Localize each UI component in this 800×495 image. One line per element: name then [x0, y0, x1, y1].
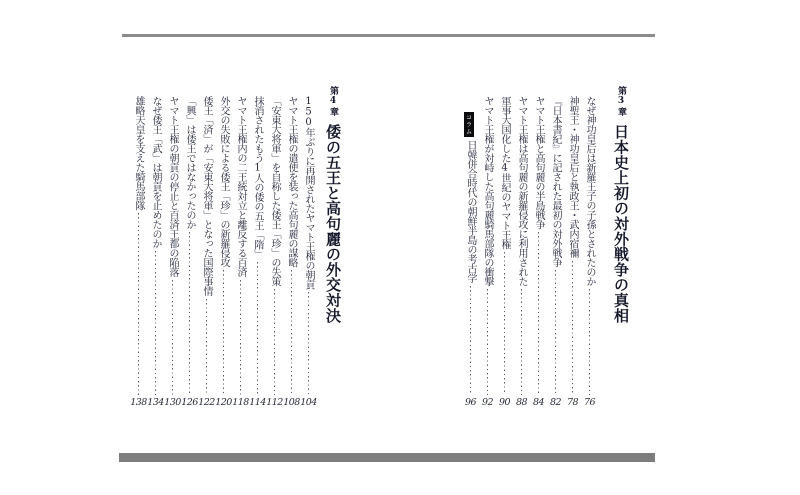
toc-entry-page: 138: [130, 397, 147, 408]
chapter4-title: 倭の五王と高句麗の外交対決: [324, 124, 342, 323]
toc-entry: [300, 96, 317, 408]
toc-entry: [479, 96, 496, 408]
toc-entry-title: 「興」は倭王ではなかったのか: [184, 96, 195, 229]
toc-entry: [581, 96, 598, 408]
toc-entry-page: 114: [249, 397, 266, 408]
toc-entry-page: 88: [515, 397, 528, 408]
toc-entry-page: 76: [583, 397, 596, 408]
dotted-leader: [572, 261, 573, 396]
toc-entry: [164, 96, 181, 408]
toc-entry: [513, 96, 530, 408]
toc-entry-page: 118: [232, 397, 249, 408]
toc-entry-page: 84: [532, 397, 545, 408]
toc-entry: [266, 96, 283, 408]
dotted-leader: [308, 292, 309, 395]
toc-entry-title: 抹消されたもう1人の倭の五王「隋」: [252, 96, 263, 259]
dotted-leader: [257, 262, 258, 396]
toc-entry-title: 「安東大将軍」を自称した倭王「珍」の失策: [269, 96, 280, 286]
dotted-leader: [138, 213, 139, 395]
dotted-leader: [555, 270, 556, 395]
dotted-leader: [274, 289, 275, 395]
toc-entry-title: 『日本書紀』に記された最初の対外戦争: [550, 96, 561, 267]
toc-entry: [496, 96, 513, 408]
chapter3-number: 第3章: [616, 86, 626, 117]
toc-entry-title: なぜ神功皇后は新羅王子の子孫とされたのか: [584, 96, 595, 286]
toc-entry-page: 112: [266, 397, 283, 408]
toc-entry: [547, 96, 564, 408]
toc-entry: [530, 96, 547, 408]
dotted-leader: [589, 289, 590, 395]
toc-entry-page: 96: [464, 397, 477, 408]
dotted-leader: [504, 252, 505, 395]
toc-entry-column: [462, 96, 479, 408]
toc-entry-page: 122: [198, 397, 215, 408]
toc-entry-page: 126: [181, 397, 198, 408]
toc-chapter3-entries: [462, 96, 598, 408]
toc-entry-title: 150年ぶりに再開されたヤマト王権の朝貢: [303, 96, 314, 289]
toc-entry-title: ヤマト王権の遣使を装った高句麗の謀略: [286, 96, 297, 267]
toc-chapter4-entries: [130, 96, 317, 408]
column-badge: コラム: [464, 114, 473, 135]
toc-entry-title: 外交の失敗による倭王「珍」の新羅侵攻: [218, 96, 229, 267]
dotted-leader: [470, 286, 471, 396]
toc-entry: [232, 96, 249, 408]
dotted-leader: [189, 232, 190, 395]
toc-entry-page: 130: [164, 397, 181, 408]
toc-entry-title: ヤマト王権と高句麗の半島戦争: [533, 96, 544, 229]
toc-entry-page: 92: [481, 397, 494, 408]
toc-entry-title: ヤマト王権の朝貢の停止と百済王都の陥落: [167, 96, 178, 277]
toc-entry-page: 134: [147, 397, 164, 408]
toc-entry: [147, 96, 164, 408]
toc-entry-page: 120: [215, 397, 232, 408]
toc-entry-title: ヤマト王権は高句麗の新羅侵攻に利用された: [516, 96, 527, 286]
dotted-leader: [538, 232, 539, 395]
page-bottom-edge: [119, 453, 655, 462]
toc-entry-page: 78: [566, 397, 579, 408]
page-top-edge: [122, 34, 655, 37]
toc-entry: [564, 96, 581, 408]
toc-entry-title: 日韓併合時代の朝鮮半島の考古学: [465, 140, 476, 283]
toc-entry: [130, 96, 147, 408]
dotted-leader: [521, 289, 522, 395]
toc-entry-title: ヤマト王権内の二王統対立と離反する百済: [235, 96, 246, 277]
toc-entry: [249, 96, 266, 408]
toc-entry-title: 雄略天皇を支えた騎馬部隊: [133, 96, 144, 210]
toc-entry-page: 104: [300, 397, 317, 408]
toc-entry: [198, 96, 215, 408]
dotted-leader: [155, 251, 156, 395]
toc-entry-title: 軍事大国化した4世紀のヤマト王権: [499, 96, 510, 249]
chapter3-heading: [600, 86, 632, 323]
chapter3-title: 日本史上初の対外戦争の真相: [612, 124, 630, 323]
toc-entry-title: ヤマト王権が対峙した高句麗騎馬部隊の衝撃: [482, 96, 493, 286]
toc-entry: [283, 96, 300, 408]
toc-entry: [215, 96, 232, 408]
toc-entry-page: 108: [283, 397, 300, 408]
dotted-leader: [487, 289, 488, 395]
toc-entry: [181, 96, 198, 408]
toc-entry-title: なぜ倭王「武」は朝貢を止めたのか: [150, 96, 161, 248]
toc-entry-page: 82: [549, 397, 562, 408]
dotted-leader: [172, 280, 173, 396]
dotted-leader: [223, 270, 224, 395]
toc-entry-page: 90: [498, 397, 511, 408]
chapter4-number: 第4章: [328, 86, 338, 117]
dotted-leader: [291, 270, 292, 395]
dotted-leader: [240, 280, 241, 396]
dotted-leader: [206, 299, 207, 396]
toc-entry-title: 神聖王・神功皇后と執政王・武内宿禰: [567, 96, 578, 258]
toc-entry-title: 倭王「済」が「安東大将軍」となった国際事情: [201, 96, 212, 296]
